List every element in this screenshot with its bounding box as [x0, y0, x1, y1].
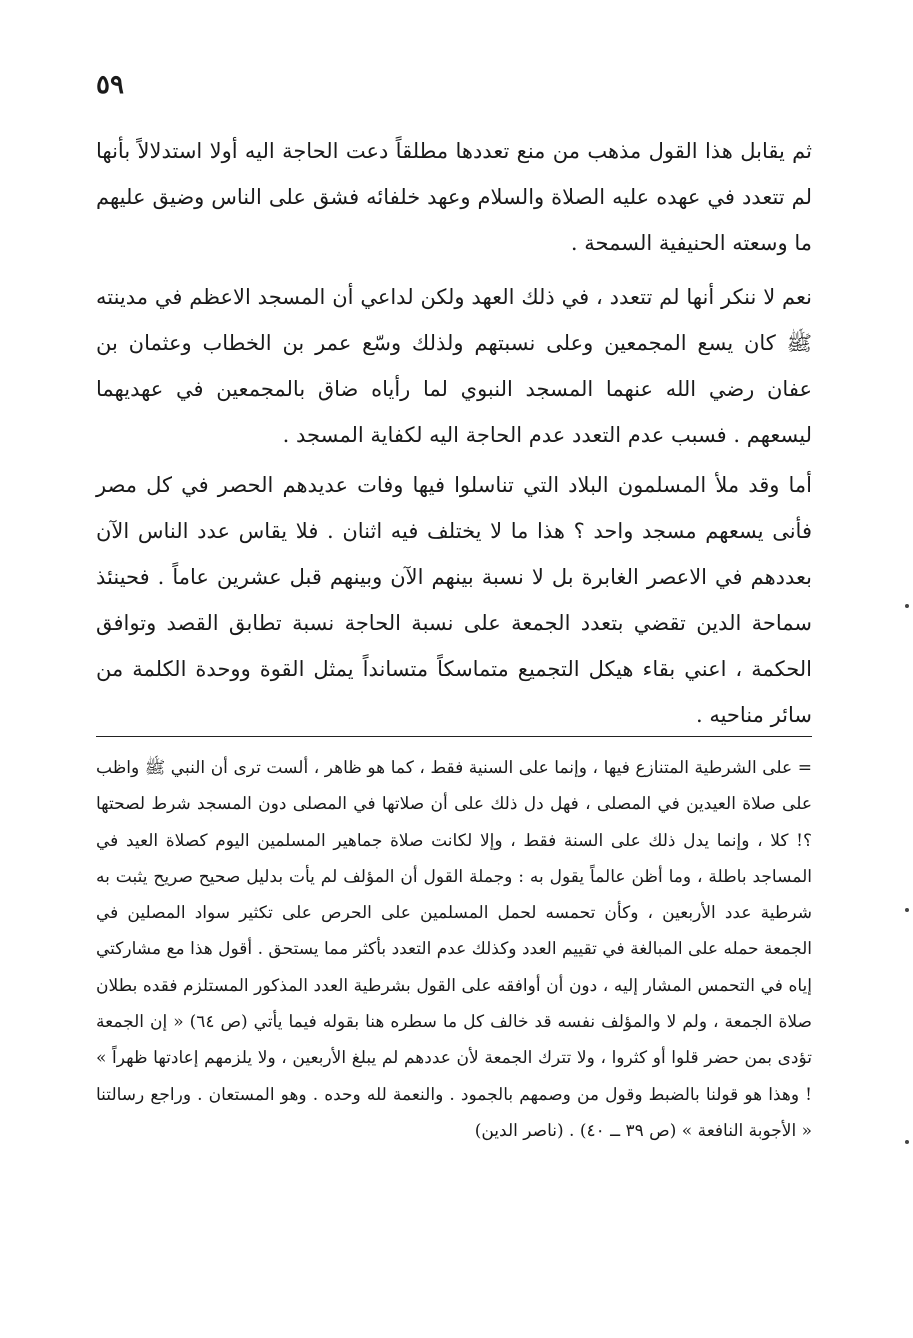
scan-speck	[905, 908, 909, 912]
page-number: ٥٩	[96, 70, 124, 100]
paragraph-1: ثم يقابل هذا القول مذهب من منع تعددها مطلقاً دعت الحاجة اليه أولا استدلالاً بأنها لم تتعدد في عهده عليه الصلاة والسلام وعهد خلفائه فشق على الناس وضيق عليهم ما وسعته الحنيفية السمحة .	[96, 139, 812, 255]
footnote: = على الشرطية المتنازع فيها ، وإنما على السنية فقط ، كما هو ظاهر ، ألست ترى أن النبي ﷺ واظب على صلاة العيدين في المصلى ، فهل دل ذلك على أن صلاتها في المصلى دون المسجد شرط لصحتها ؟! كلا ، وإنما يدل ذلك على السنة فقط ، وإلا لكانت صلاة جماهير المسلمين اليوم كصلاة العيد في المساجد باطلة ، وما أظن عالماً يقول به : وجملة القول أن المؤلف لم يأت بدليل صحيح صريح يثبت به شرطية عدد الأربعين ، وكأن تحمسه لحمل المسلمين على الحرص على تكثير سواد المصلين في الجمعة حمله على المبالغة في تقييم العدد وكذلك عدم التعدد بأكثر مما يستحق . أقول هذا مع مشاركتي إياه في التحمس المشار إليه ، دون أن أوافقه على القول بشرطية العدد المذكور المستلزم فقده بطلان صلاة الجمعة ، ولم لا والمؤلف نفسه قد خالف كل ما سطره هنا بقوله فيما يأتي (ص ٦٤) « إن الجمعة تؤدى بمن حضر قلوا أو كثروا ، ولا تترك الجمعة لأن عددهم لم يبلغ الأربعين ، ولا يلزمهم إعادتها ظهراً » ! وهذا هو قولنا بالضبط وقول من وصمهم بالجمود . والنعمة لله وحده . وهو المستعان . وراجع رسالتنا « الأجوبة النافعة » (ص ٣٩ ــ ٤٠) . (ناصر الدين)	[96, 758, 812, 1141]
paragraph-3: أما وقد ملأ المسلمون البلاد التي تناسلوا فيها وفات عديدهم الحصر في كل مصر فأنى يسعهم مسجد واحد ؟ هذا ما لا يختلف فيه اثنان . فلا يقاس عدد الناس الآن بعددهم في الاعصر الغابرة بل لا نسبة بينهم الآن وبينهم قبل عشرين عاماً . فحينئذ سماحة الدين تقضي بتعدد الجمعة على نسبة الحاجة نسبة تطابق القصد وتوافق الحكمة ، اعني بقاء هيكل التجميع متماسكاً متسانداً يمثل القوة ووحدة الكلمة من سائر مناحيه .	[96, 473, 812, 727]
paragraph-2: نعم لا ننكر أنها لم تتعدد ، في ذلك العهد ولكن لداعي أن المسجد الاعظم في مدينته ﷺ كان يسع المجمعين وعلى نسبتهم ولذلك وسّع عمر بن الخطاب وعثمان بن عفان رضي الله عنهما المسجد النبوي لما رأياه ضاق بالمجمعين في عهديهما ليسعهم . فسبب عدم التعدد عدم الحاجة اليه لكفاية المسجد .	[96, 285, 812, 447]
scan-speck	[905, 1140, 909, 1144]
footnote-separator	[96, 736, 812, 737]
scan-speck	[905, 604, 909, 608]
